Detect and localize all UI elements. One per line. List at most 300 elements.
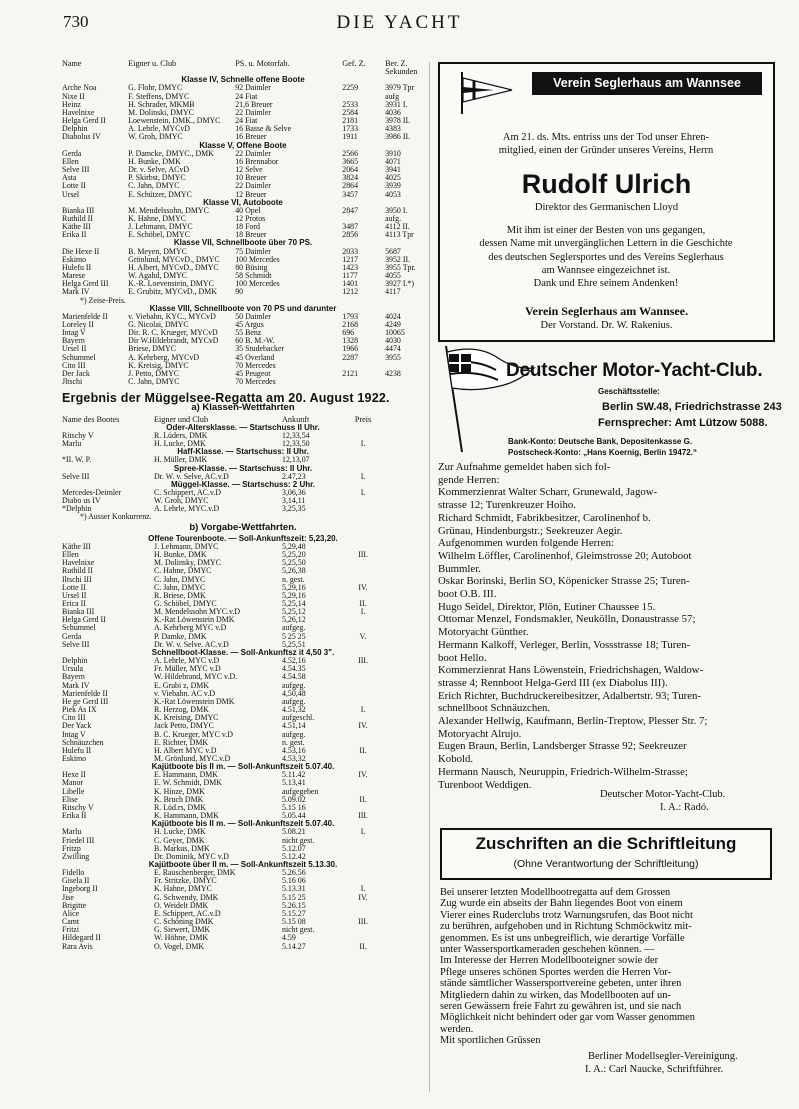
table-cell: [342, 215, 385, 223]
table-row: [62, 714, 424, 722]
table-cell: aufgeg.: [282, 697, 306, 706]
handicap-races-table: [62, 535, 424, 951]
table-row: [62, 828, 424, 836]
table-cell: aufg.: [385, 214, 402, 223]
table-cell: [338, 739, 388, 747]
table-cell: Hulefu II: [62, 746, 92, 755]
notice1-body-line: Mit ihm ist einer der Besten von uns gegangen,: [506, 225, 706, 236]
table-cell: 5,25,51: [282, 640, 306, 649]
table-row: [62, 559, 424, 567]
table-cell: Selve III: [62, 472, 90, 481]
table-cell: Marlu: [62, 440, 82, 449]
table-cell: 1423: [342, 263, 359, 272]
table-cell: 40 Opel: [235, 206, 261, 215]
table-cell: 5,25,14: [282, 600, 306, 608]
dmyc-body-line: strasse 12; Turenkreuzer Hoiho.: [438, 499, 576, 512]
table-cell: 75 Daimler: [235, 247, 271, 256]
table-cell: Bianka III: [62, 608, 95, 617]
table-row: [62, 934, 424, 942]
notice1-signature-board: Der Vorstand. Dr. W. Rakenius.: [540, 320, 673, 331]
table-cell: Heinz: [62, 100, 81, 109]
dmyc-body-line: Bummler.: [438, 562, 481, 575]
table-cell: 3950 I.: [385, 206, 408, 215]
dmyc-body-line: schnellboot Schnäuzchen.: [438, 702, 551, 715]
table-cell: Gisela II: [62, 877, 90, 886]
table-row: [62, 93, 424, 101]
table-cell: Jise: [62, 893, 74, 902]
table-cell: IV.: [358, 893, 368, 902]
table-cell: IV.: [358, 722, 368, 731]
table-cell: 3487: [342, 223, 359, 232]
table-cell: W. Groh, DMYC: [154, 497, 209, 506]
table-cell: K. Hahne, DMYC: [154, 885, 212, 894]
table-cell: Dr. Dominik, MYC v.D: [154, 852, 229, 861]
table-row: [62, 943, 424, 951]
table-cell: 16 Basse & Selve: [235, 125, 292, 134]
table-cell: Brigitte: [62, 901, 87, 910]
table-cell: Fritzp: [62, 844, 81, 853]
column-header: [62, 68, 128, 76]
table-cell: 4.51,32: [282, 706, 306, 715]
table-cell: 5.15 08: [282, 918, 306, 927]
table-cell: I.: [360, 488, 366, 497]
table-cell: Die Hexe II: [62, 247, 100, 256]
table-row: [62, 910, 424, 918]
column-header: Name des Bootes: [62, 415, 120, 424]
table-cell: 3941: [385, 166, 401, 175]
table-cell: 4071: [385, 157, 401, 166]
table-cell: 4383: [385, 125, 401, 134]
table-cell: 2856: [342, 231, 359, 240]
table-row: [62, 223, 424, 231]
table-cell: 12 Protos: [235, 214, 266, 223]
table-cell: Gerda: [62, 149, 82, 158]
table-cell: 100 Mercedes: [235, 255, 280, 264]
table-cell: Selve III: [62, 166, 90, 175]
dmyc-postcheck: Postscheck-Konto: „Hans Koernig, Berlin 19472.“: [508, 448, 697, 457]
table-row: [62, 567, 424, 575]
dmyc-body-line: boot Hello.: [438, 651, 487, 664]
class-heading: Klasse VIII, Schnellboote von 70 PS und darunter: [149, 303, 337, 313]
obituary-notice: [438, 62, 775, 342]
table-row: [62, 706, 424, 714]
table-cell: 4024: [385, 312, 401, 321]
table-cell: Eskimo: [62, 754, 87, 763]
table-cell: Mark IV: [62, 681, 90, 690]
table-cell: C. Jahn, DMYC: [154, 575, 206, 584]
table-cell: [338, 592, 388, 600]
table-cell: 22 Daimler: [235, 149, 271, 158]
table-row: [62, 673, 424, 681]
table-cell: G. Schöbel, DMYC: [154, 600, 217, 608]
table-cell: Cito III: [62, 361, 86, 370]
table-cell: 3952 II.: [385, 255, 411, 264]
table-row: [62, 378, 424, 386]
table-cell: 12 Breuer: [235, 190, 267, 199]
table-cell: 2064: [342, 166, 359, 175]
table-row: [62, 101, 424, 109]
table-cell: 4117: [385, 288, 401, 297]
table-cell: C. Jahn, DMYC: [128, 182, 180, 191]
table-cell: G. Siewert, DMK: [154, 926, 211, 935]
table-cell: 80 Büsing: [235, 263, 268, 272]
dmyc-body-line: Wilhelm Löffler, Carolinenhof, Gleimstrosse 20; Autoboot: [438, 549, 692, 562]
table-cell: Marienfelde II: [62, 312, 108, 321]
table-cell: P. Damke, DMK: [154, 632, 207, 641]
table-cell: 18 Breuer: [235, 231, 267, 240]
class-heading: Oder-Altersklasse. — Startschuss II Uhr.: [166, 422, 320, 432]
column-header: Ber. Z.: [385, 60, 408, 68]
table-row: [62, 837, 424, 845]
table-cell: 3457: [342, 190, 359, 199]
dmyc-body-line: Motoryacht Günther.: [438, 626, 529, 639]
table-cell: [338, 934, 388, 942]
table-cell: E. Richter, DMK: [154, 738, 209, 747]
table-cell: 12 Selve: [235, 166, 263, 175]
table-cell: K.-Rat Löwenstein DMK: [154, 697, 235, 706]
table-cell: 90: [235, 288, 244, 297]
table-row: [62, 313, 424, 321]
table-cell: Fritzi: [62, 926, 80, 935]
table-cell: Libelle: [62, 787, 85, 796]
table-cell: 5.14.27: [282, 942, 306, 951]
table-cell: W. Groh, DMYC: [128, 133, 183, 142]
class-heading: Kajütboote bis II m. — Soll-Ankunftszeit 5.07.40.: [151, 762, 335, 772]
table-cell: 5.08.21: [282, 828, 306, 837]
footnote: *) Ausser Konkurrenz.: [80, 512, 152, 522]
table-cell: 5,25,50: [282, 559, 306, 568]
notice1-body-line: dessen Name mit unvergänglichen Lettern in die Geschichte: [479, 238, 733, 250]
letters-body-line: Mit sportlichen Grüssen: [440, 1035, 541, 1047]
table-cell: aufgeg.: [282, 624, 306, 633]
class-heading: Schnellboot-Klasse. — Soll-Ankunftsz it 4,50 3".: [151, 647, 335, 657]
table-row: [62, 497, 424, 505]
table-cell: III.: [358, 657, 368, 666]
class-races-table: [62, 424, 424, 522]
table-cell: [338, 559, 388, 567]
table-cell: Marienfelde II: [62, 689, 108, 698]
table-cell: M. Dolinsky, DMYC: [154, 559, 222, 568]
dmyc-phone: Fernsprecher: Amt Lützow 5088.: [598, 417, 768, 429]
table-row: [62, 432, 424, 440]
dmyc-body-line: strasse 4; Rennboot Helga-Gerd III (ex Diabolus III).: [438, 676, 668, 689]
table-cell: II.: [359, 600, 367, 608]
dmyc-body-line: Turenboot Weddigen.: [438, 778, 532, 791]
table-cell: Delphin: [62, 657, 88, 666]
notice1-banner-rule: [532, 94, 762, 95]
table-cell: 5.12.07: [282, 844, 306, 853]
table-cell: [338, 902, 388, 910]
column-header: PS. u. Motorfab.: [235, 60, 290, 68]
letters-body: [440, 887, 774, 1047]
table-row: [62, 576, 424, 584]
table-cell: 70 Mercedes: [235, 361, 276, 370]
table-cell: Selve III: [62, 640, 90, 649]
table-cell: [338, 576, 388, 584]
table-cell: 2033: [342, 247, 359, 256]
table-cell: [338, 456, 388, 464]
section-b-heading: b) Vorgabe-Wettfahrten.: [189, 521, 297, 533]
letters-body-line: genommen. Es ist uns unbegreiflich, wie derartige Vorfälle: [440, 932, 685, 944]
table-cell: K. Hinze, DMK: [154, 787, 205, 796]
table-cell: [338, 698, 388, 706]
table-cell: C. Jahn, DMYC: [128, 378, 180, 387]
club-pennant-icon: [456, 70, 516, 116]
table-cell: 10065: [385, 329, 405, 338]
table-row: [62, 248, 424, 256]
table-row: [62, 337, 424, 345]
table-cell: Marese: [62, 272, 86, 281]
table-cell: [338, 869, 388, 877]
table-cell: Der Jack: [62, 369, 90, 378]
table-row: [62, 280, 424, 288]
table-cell: [338, 837, 388, 845]
table-cell: K. Kreising, DMYC: [154, 714, 219, 723]
table-cell: P. Damcke, DMYC., DMK: [128, 149, 214, 158]
table-cell: 5,29,16: [282, 591, 306, 600]
table-cell: [338, 432, 388, 440]
table-cell: 3824: [342, 174, 359, 183]
table-cell: K.-Rat Löwenstein DMK: [154, 616, 235, 625]
table-cell: [338, 714, 388, 722]
table-row: [62, 158, 424, 166]
table-cell: Erica II: [62, 600, 86, 608]
table-cell: Iltschi III: [62, 575, 92, 584]
table-row: [62, 551, 424, 559]
table-row: [62, 845, 424, 853]
table-cell: Schummel: [62, 353, 96, 362]
table-cell: Manor: [62, 779, 84, 788]
table-cell: 3978 II.: [385, 117, 411, 126]
column-header: Preis: [354, 415, 372, 424]
table-cell: 3,25,35: [282, 505, 306, 514]
table-cell: Briese, DMYC: [128, 345, 176, 354]
table-cell: Intag V: [62, 329, 86, 338]
table-cell: 16 Brennabor: [235, 157, 279, 166]
dmyc-body-line: boot O.B. III.: [438, 588, 497, 601]
table-cell: 5687: [385, 247, 401, 256]
table-cell: [342, 362, 385, 370]
table-row: [62, 354, 424, 362]
table-cell: 2566: [342, 149, 359, 158]
table-cell: [338, 788, 388, 796]
table-cell: 5.16 06: [282, 877, 306, 886]
table-row: [62, 722, 424, 730]
table-row: [62, 690, 424, 698]
table-row: [62, 84, 424, 92]
race-table-motorboats: [62, 76, 424, 386]
table-cell: aufgeg.: [282, 730, 306, 739]
table-cell: 5,26,38: [282, 567, 306, 576]
table-cell: 5 25 25: [282, 632, 306, 641]
table-cell: [338, 624, 388, 632]
table-cell: Ursel II: [62, 345, 87, 354]
table-cell: R. Lüd.rs, DMK: [154, 803, 206, 812]
letters-heading-box: [440, 828, 772, 880]
table-row: [62, 633, 424, 641]
table-cell: 2533: [342, 100, 359, 109]
table-cell: 5.05.44: [282, 812, 306, 821]
table-row: [62, 166, 424, 174]
table-row: [62, 616, 424, 624]
table-row: [62, 877, 424, 885]
table-cell: I.: [360, 608, 366, 617]
table-cell: 1212: [342, 288, 359, 297]
table-cell: II.: [359, 795, 367, 804]
table-cell: B. C. Krueger, MYC v.D: [154, 730, 233, 739]
table-row: [62, 592, 424, 600]
dmyc-title: Deutscher Motor-Yacht-Club.: [506, 360, 763, 381]
table-row: [62, 174, 424, 182]
table-cell: Bianka III: [62, 206, 95, 215]
table-cell: 1911: [342, 133, 358, 142]
table-cell: Asta: [62, 174, 77, 183]
table-cell: [338, 616, 388, 624]
table-cell: 24 Fiat: [235, 117, 258, 126]
table-cell: 1793: [342, 312, 359, 321]
table-cell: 45 Overland: [235, 353, 275, 362]
table-row: [62, 796, 424, 804]
table-cell: Erika II: [62, 812, 87, 821]
table-cell: II.: [359, 942, 367, 951]
table-cell: K. Hammann, DMK: [154, 812, 219, 821]
table-cell: Käthe III: [62, 223, 91, 232]
column-header: [342, 68, 385, 76]
table-cell: Diabolus IV: [62, 133, 101, 142]
table-cell: Jltschi: [62, 378, 83, 387]
table-cell: [338, 641, 388, 649]
table-cell: Mark IV: [62, 288, 90, 297]
table-cell: 3927 I.*): [385, 280, 415, 289]
table-cell: [338, 779, 388, 787]
table-row: [62, 771, 424, 779]
table-row: [62, 804, 424, 812]
table-cell: nicht gest.: [282, 926, 315, 935]
table-cell: W. Hildebrand, MYC v.D.: [154, 673, 238, 682]
table-cell: E. W. Schmidt, DMK: [154, 779, 222, 788]
letters-body-line: werden.: [440, 1023, 474, 1035]
table-row: [62, 600, 424, 608]
table-cell: [338, 755, 388, 763]
dmyc-body-line: Kommerzienrat Hans Löwenstein, Friedrichshagen, Waldow-: [438, 664, 704, 677]
table-cell: Arche Noa: [62, 84, 97, 93]
dmyc-body-line: Oskar Borinski, Berlin SO, Köpenicker Strasse 25; Turen-: [438, 575, 690, 588]
class-heading: Kajütboote über II m. — Soll-Ankunftszeit 5.13.30.: [148, 860, 338, 869]
table-cell: I.: [360, 706, 366, 715]
table-cell: 4.54.35: [282, 665, 306, 674]
dmyc-body-line: Hermann Nausch, Neuruppin, Friedrich-Wilhelm-Strasse;: [438, 765, 688, 778]
table-row: [62, 207, 424, 215]
table-cell: 2287: [342, 353, 359, 362]
table-row: [62, 902, 424, 910]
dmyc-body-line: Hermann Kalkoff, Verleger, Berlin, Vossstrasse 18; Turen-: [438, 638, 691, 651]
table-cell: E. Schöbel, DMYC: [128, 231, 190, 240]
dmyc-body-line: Kommerzienrat Walter Scharr, Grunewald, Jagow-: [438, 486, 658, 499]
table-cell: J. Lehmann, DMYC: [154, 542, 219, 551]
table-cell: 3955: [385, 353, 401, 362]
table-cell: Hexe II: [62, 771, 86, 780]
table-cell: 2168: [342, 321, 359, 329]
table-cell: K.-R. Loevenstein, DMYC: [128, 280, 214, 289]
table-cell: 5.12.42: [282, 852, 306, 861]
letters-body-line: zu berühren, aufgehoben und in Richtung Schmöckwitz mit-: [440, 921, 692, 933]
class-heading: Spree-Klasse. — Startschuss: II Uhr.: [173, 463, 313, 473]
table-cell: Fidello: [62, 869, 85, 878]
table-cell: W. Agahd, DMYC: [128, 272, 188, 281]
class-heading: Klasse IV, Schnelle offene Boote: [181, 75, 305, 85]
table-row: [62, 321, 424, 329]
table-cell: G. Flohr, DMYC: [128, 84, 183, 93]
table-cell: 3931 I.: [385, 100, 408, 109]
table-cell: Fr. Stritzke, DMYC: [154, 877, 217, 886]
table-cell: Delphin: [62, 125, 88, 134]
table-cell: v. Viebahn, KYC., MYCvD: [128, 312, 216, 321]
table-cell: R. Briese, DMK: [154, 591, 206, 600]
table-row: [62, 869, 424, 877]
table-row: [62, 370, 424, 378]
table-row: [62, 682, 424, 690]
table-row: [62, 345, 424, 353]
table-row: [62, 543, 424, 551]
notice1-body-line: am Wannsee eingezeichnet ist.: [541, 264, 671, 276]
table-cell: [338, 682, 388, 690]
table-row: [62, 624, 424, 632]
table-cell: 4055: [385, 272, 401, 281]
table-row: [62, 779, 424, 787]
table-cell: 55 Benz: [235, 329, 262, 338]
table-cell: 3665: [342, 157, 359, 166]
table-cell: Hulefu II: [62, 263, 92, 272]
table-cell: A. Kehrberg MYC v.D: [154, 624, 227, 633]
table-cell: [338, 497, 388, 505]
letters-subtitle: (Ohne Verantwortung der Schriftleitung): [513, 858, 699, 870]
table-cell: [338, 567, 388, 575]
table-cell: Ritschy V: [62, 431, 94, 440]
table-cell: 5.26.56: [282, 869, 306, 878]
table-cell: 1217: [342, 255, 359, 264]
table-cell: [338, 877, 388, 885]
table-cell: 5.11.42: [282, 771, 306, 780]
table-row: [62, 918, 424, 926]
table-cell: [385, 362, 424, 370]
table-cell: C. Schippert, AC.v.D: [154, 488, 221, 497]
table-cell: M. Mendelssohn MYC.v.D: [154, 608, 241, 617]
table-cell: [338, 731, 388, 739]
table-cell: E. Hammann, DMK: [154, 771, 218, 780]
notice1-body-line: Dank und Ehre seinem Andenken!: [533, 278, 679, 290]
letters-body-line: Mitgliedern dahin zu wirken, das Modellbooten auf un-: [440, 989, 671, 1001]
table-cell: I.: [360, 440, 366, 449]
table-cell: I.: [360, 828, 366, 837]
table-row: [62, 489, 424, 497]
dmyc-body-line: Motoryacht Alrujo.: [438, 727, 522, 740]
table-cell: H. Bunke, DMK: [154, 551, 207, 560]
letters-body-line: Vierer eines Ruderclubs trotz Warnungsrufen, das Boot nicht: [440, 909, 693, 921]
table-cell: M. Dolinski, DMYC: [128, 108, 194, 117]
table-cell: *Delphin: [62, 505, 92, 514]
table-cell: Käthe III: [62, 542, 91, 551]
table-cell: 45 Peugeot: [235, 369, 271, 378]
table1-header: [62, 60, 424, 68]
table-cell: [342, 378, 385, 386]
table-cell: 2864: [342, 182, 359, 191]
table-cell: 4030: [385, 337, 401, 346]
table-cell: 3910: [385, 149, 401, 158]
table-cell: Cito III: [62, 714, 86, 723]
letters-body-line: Pflege unseres schönen Sportes werden die Herren Vor-: [440, 966, 672, 978]
dmyc-office-label: Geschäftsstelle:: [598, 387, 660, 396]
table-cell: Havelnixe: [62, 108, 95, 117]
